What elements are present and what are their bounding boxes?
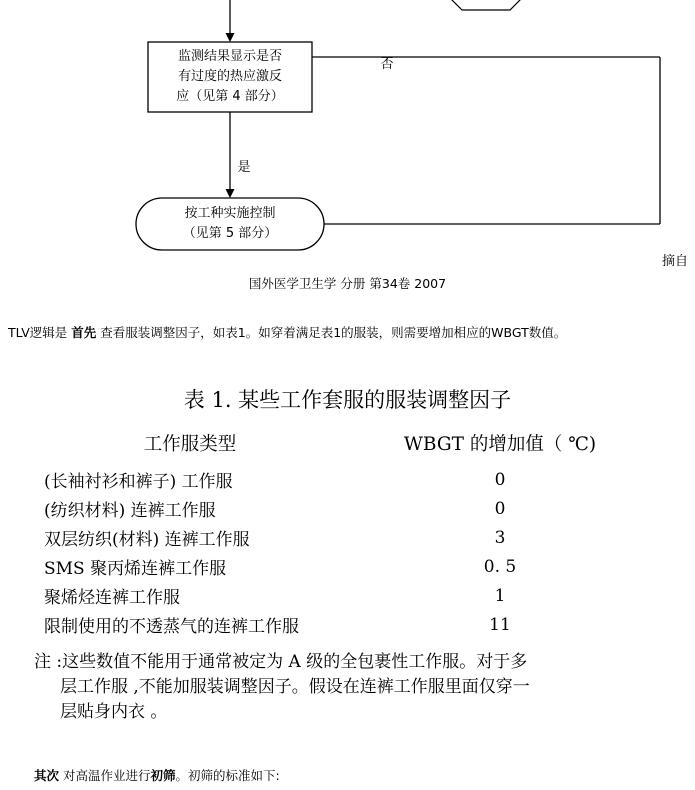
- terminal-line-2: （见第 5 部分）: [182, 226, 278, 241]
- arrow-top-head: [226, 33, 235, 42]
- cell-clothing-type: (长袖衬衫和裤子) 工作服: [44, 472, 233, 492]
- flowchart: [0, 0, 695, 272]
- screening-rest: 。初筛的标准如下:: [175, 768, 280, 783]
- footnote-line-2: 层工作服 ,不能加服装调整因子。假设在连裤工作服里面仅穿一: [60, 677, 530, 697]
- footnote-line-3: 层贴身内衣 。: [60, 702, 168, 722]
- cell-clothing-type: 限制使用的不透蒸气的连裤工作服: [44, 617, 299, 637]
- cell-wbgt-value: 0: [494, 469, 506, 490]
- footnote-line-1: 注 :这些数值不能用于通常被定为 A 级的全包裹性工作服。对于多: [34, 652, 528, 672]
- decision-line-2: 有过度的热应激反: [177, 69, 282, 84]
- screening-mid: 对高温作业进行: [59, 768, 151, 783]
- cell-wbgt-value: 1: [494, 585, 506, 606]
- table-title: 表 1. 某些工作套服的服装调整因子: [183, 388, 512, 412]
- table-header-clothing-type: 工作服类型: [143, 434, 237, 455]
- table-footnote: [34, 650, 664, 725]
- branch-label-yes: 是: [237, 160, 251, 175]
- terminal-node-text: [136, 198, 324, 250]
- decision-line-1: 监测结果显示是否: [177, 49, 282, 64]
- terminal-line-1: 按工种实施控制: [184, 206, 276, 221]
- tlv-lead: TLV逻辑是: [8, 325, 72, 340]
- table-row: [30, 553, 650, 582]
- table-row: [30, 466, 650, 495]
- flowchart-graphics: [0, 0, 695, 272]
- clothing-adjustment-table: [30, 430, 650, 640]
- decision-line-3: 应（见第 4 部分）: [176, 89, 284, 104]
- branch-label-no: 否: [380, 57, 394, 72]
- top-node-clipped: [452, 0, 520, 10]
- yes-branch-arrowhead: [226, 189, 235, 198]
- table-header-wbgt-increment: WBGT 的增加值（ ℃): [403, 434, 597, 455]
- tlv-rest: 查看服装调整因子，如表1。如穿着满足表1的服装，则需要增加相应的WBGT数值。: [96, 325, 567, 340]
- table-row: [30, 495, 650, 524]
- table-header-row: [30, 430, 650, 466]
- tlv-bold-first: 首先: [71, 325, 97, 340]
- cell-clothing-type: 聚烯烃连裤工作服: [44, 588, 180, 608]
- cell-clothing-type: SMS 聚丙烯连裤工作服: [44, 559, 227, 579]
- table-element: [30, 430, 650, 640]
- journal-citation: 国外医学卫生学 分册 第34卷 2007: [248, 276, 447, 291]
- decision-node-text: [148, 42, 312, 112]
- screening-bold-initial: 初筛: [150, 768, 176, 783]
- cell-wbgt-value: 3: [494, 527, 506, 548]
- cell-clothing-type: 双层纺织(材料) 连裤工作服: [44, 530, 250, 550]
- tlv-logic-paragraph: [8, 324, 695, 342]
- screening-paragraph: [34, 766, 684, 784]
- cell-wbgt-value: 0. 5: [483, 556, 517, 577]
- screening-bold-next: 其次: [34, 768, 60, 783]
- cell-clothing-type: (纺织材料) 连裤工作服: [44, 501, 216, 521]
- cell-wbgt-value: 11: [489, 614, 511, 635]
- table-row: [30, 582, 650, 611]
- clipped-right-label: 摘自: [662, 254, 689, 269]
- cell-wbgt-value: 0: [494, 498, 506, 519]
- table-row: [30, 524, 650, 553]
- table-row: [30, 611, 650, 640]
